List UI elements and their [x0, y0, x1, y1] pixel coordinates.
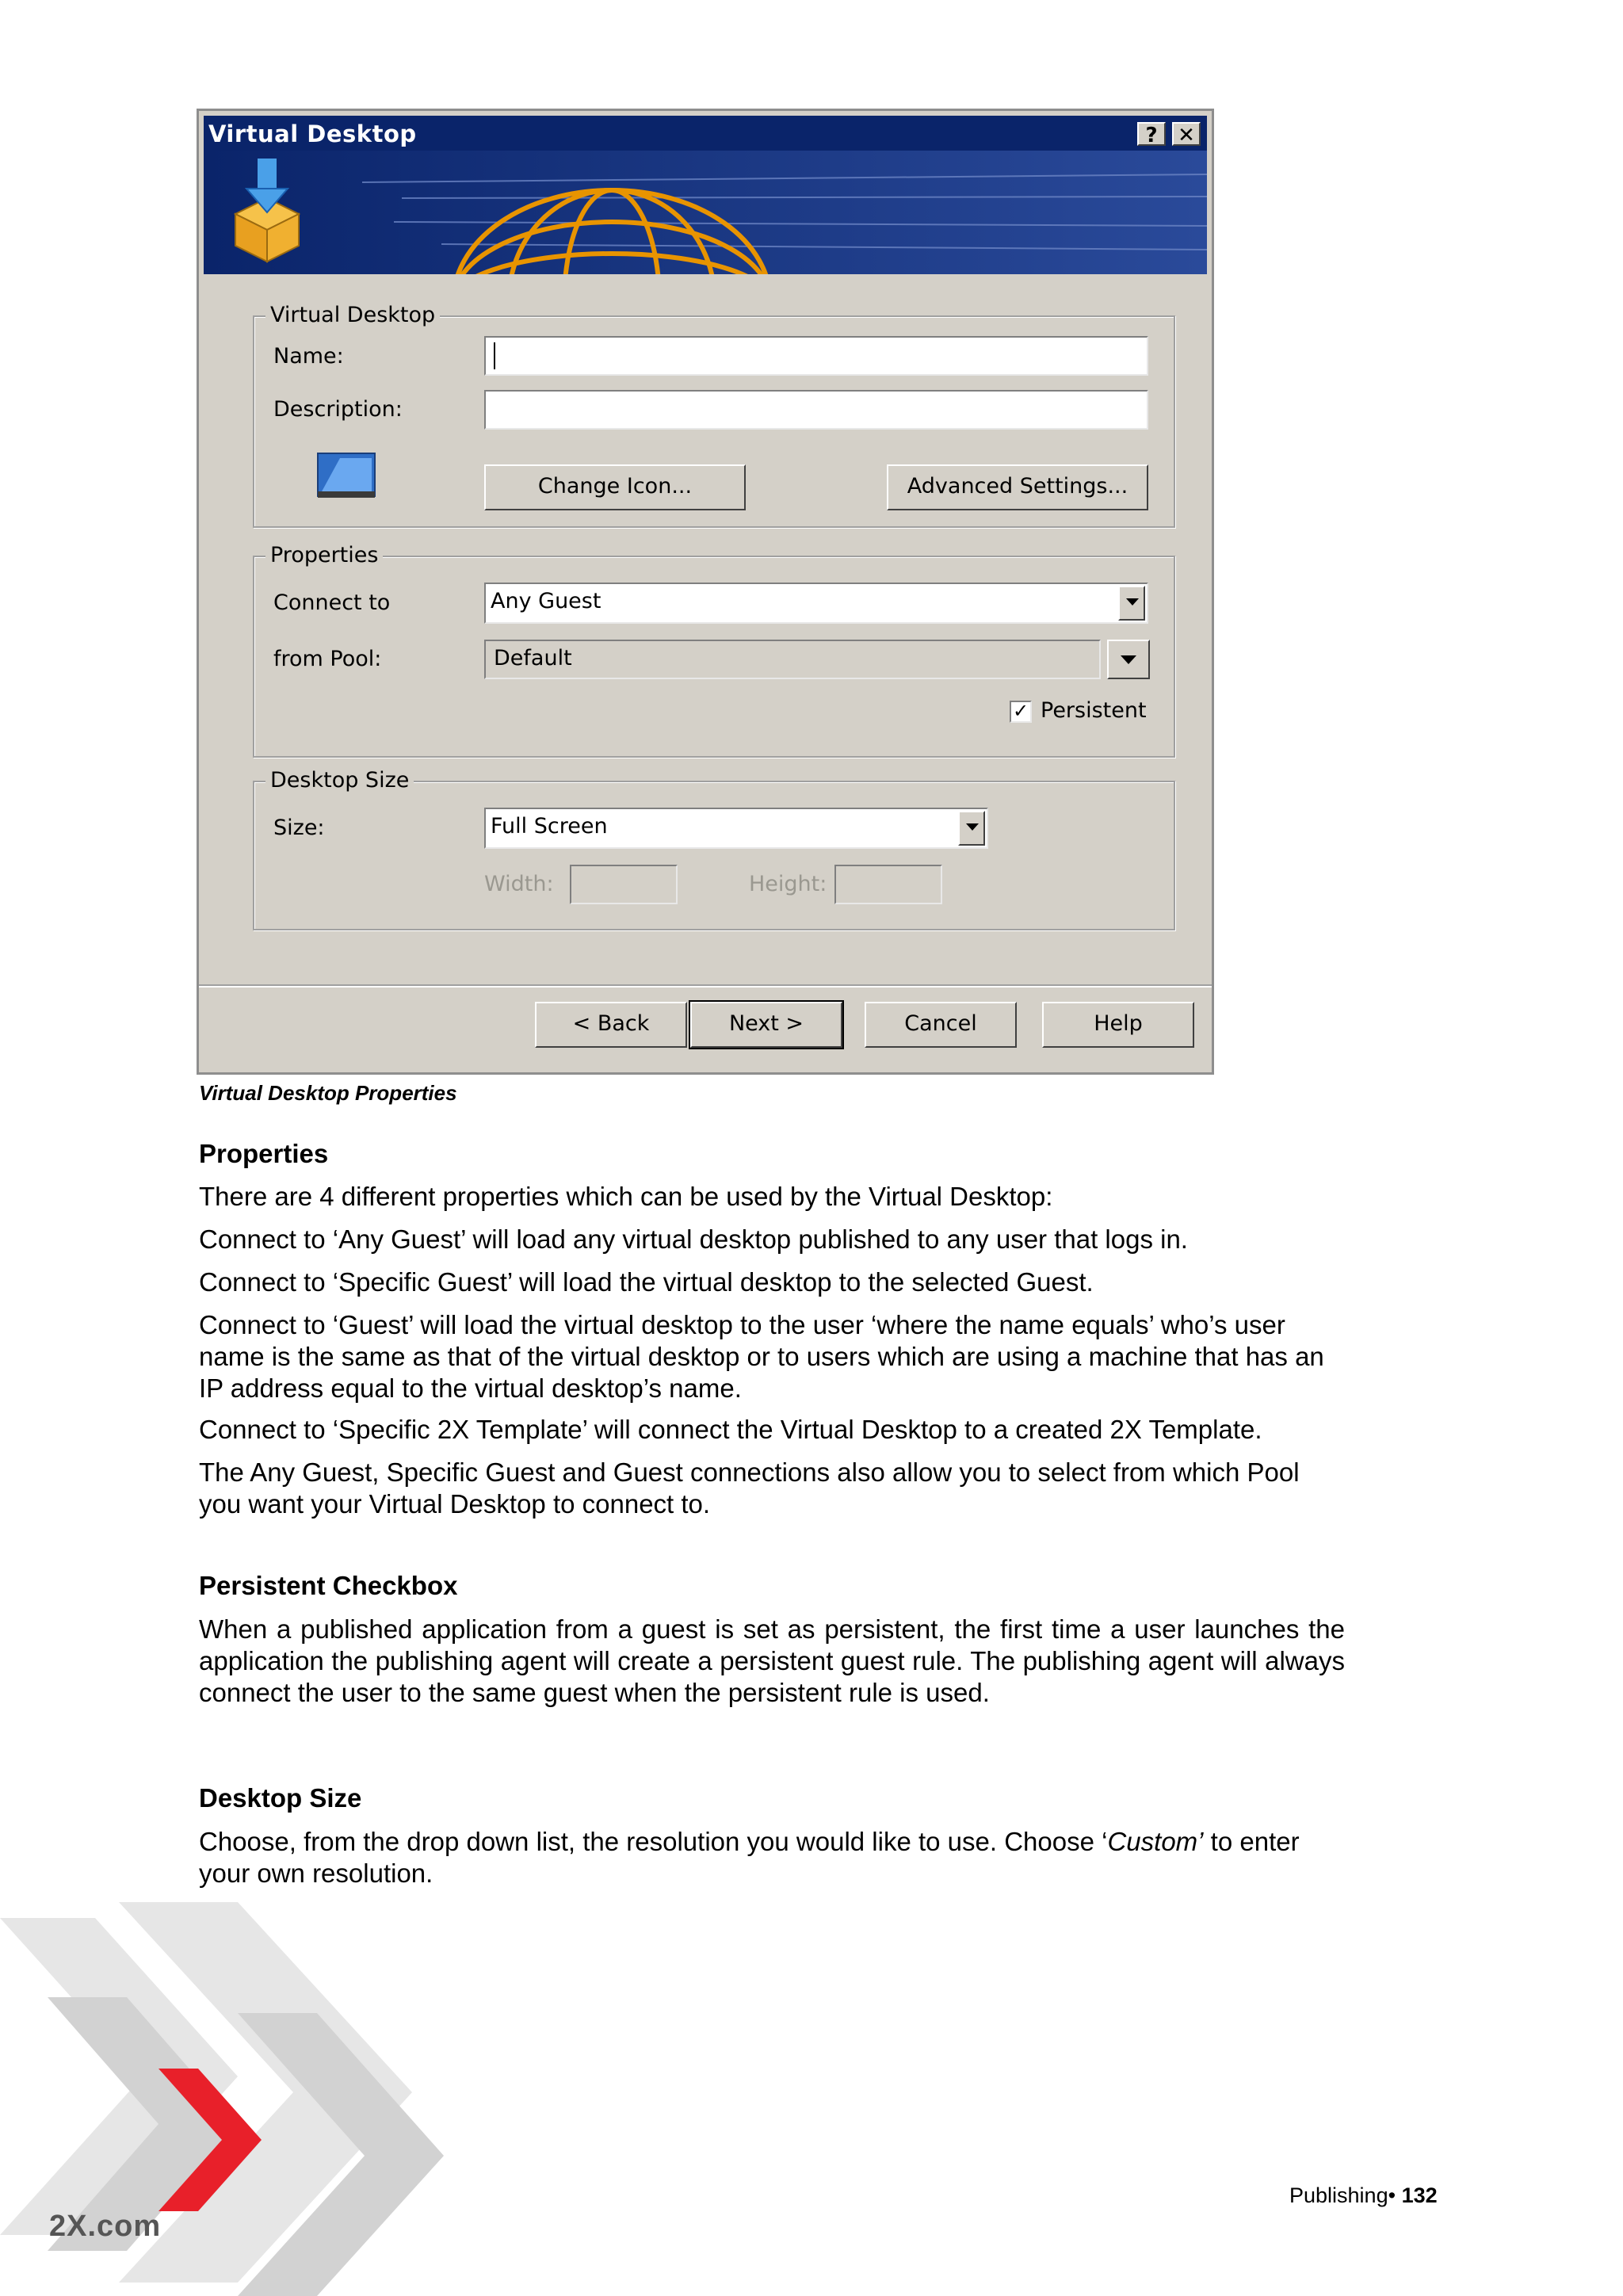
size-label: Size: [273, 816, 325, 840]
group-legend-properties: Properties [265, 543, 383, 567]
help-button[interactable]: Help [1042, 1002, 1194, 1048]
height-input[interactable] [834, 865, 942, 904]
desktop-icon [316, 452, 376, 499]
size-dropdown[interactable] [484, 808, 988, 849]
desktop-size-text-2: to enter your own resolution. [199, 1827, 1300, 1888]
connect-to-dropdown[interactable] [484, 583, 1148, 624]
properties-paragraph-4: Connect to ‘Guest’ will load the virtual desktop to the user ‘where the name equals’ who’s user name is the same as that of the virtual desktop or to users which are using a machine that has an IP address equal to the virtual desktop’s name. [199, 1310, 1324, 1403]
connect-to-label: Connect to [273, 590, 391, 615]
chevron-down-icon[interactable] [1118, 586, 1145, 621]
from-pool-dropdown[interactable] [484, 640, 1101, 679]
group-legend-desktop-size: Desktop Size [265, 768, 414, 793]
connect-to-value: Any Guest [491, 589, 601, 613]
wizard-banner [204, 151, 1207, 274]
page-footer [1289, 2183, 1438, 2208]
banner-graphic [204, 151, 1207, 274]
description-input[interactable] [484, 390, 1148, 430]
advanced-settings-button[interactable]: Advanced Settings... [887, 464, 1148, 510]
figure-caption: Virtual Desktop Properties [199, 1081, 457, 1105]
properties-heading: Properties [199, 1139, 329, 1168]
from-pool-value: Default [494, 646, 572, 670]
footer-section: Publishing [1289, 2183, 1388, 2207]
virtual-desktop-dialog [197, 109, 1214, 1075]
height-label: Height: [749, 872, 827, 896]
description-label: Description: [273, 397, 403, 422]
persistent-label: Persistent [1041, 698, 1147, 723]
chevron-down-icon[interactable] [958, 811, 985, 846]
next-button[interactable]: Next > [690, 1002, 842, 1048]
help-title-button[interactable]: ? [1137, 122, 1166, 146]
desktop-size-text-italic: Custom’ [1107, 1827, 1204, 1856]
dialog-titlebar [204, 116, 1207, 151]
properties-paragraph-3: Connect to ‘Specific Guest’ will load the virtual desktop to the selected Guest. [199, 1267, 1094, 1297]
width-input[interactable] [570, 865, 678, 904]
desktop-size-text-1: Choose, from the drop down list, the resolution you would like to use. Choose ‘ [199, 1827, 1108, 1856]
from-pool-dropdown-button[interactable] [1107, 640, 1150, 679]
name-label: Name: [273, 344, 344, 369]
name-input[interactable] [484, 336, 1148, 376]
chevron-down-icon [1121, 655, 1136, 664]
persistent-paragraph: When a published application from a guest is set as persistent, the first time a user launches the application the publishing agent will create a persistent guest rule. The publishing agent will always connect the user to the same guest when the persistent rule is used. [199, 1614, 1345, 1707]
page-number: 132 [1401, 2183, 1438, 2207]
desktop-size-group [253, 768, 1175, 930]
persistent-heading: Persistent Checkbox [199, 1571, 458, 1600]
desktop-size-paragraph [199, 1826, 1345, 1889]
properties-paragraph-1: There are 4 different properties which can be used by the Virtual Desktop: [199, 1182, 1053, 1211]
close-title-button[interactable]: ✕ [1172, 122, 1201, 146]
properties-paragraph-6: The Any Guest, Specific Guest and Guest connections also allow you to select from which Pool you want your Virtual Desktop to connect to. [199, 1457, 1300, 1519]
footer-bullet: • [1388, 2183, 1396, 2207]
properties-paragraph-2: Connect to ‘Any Guest’ will load any virtual desktop published to any user that logs in. [199, 1224, 1188, 1254]
persistent-checkbox[interactable] [1010, 701, 1032, 723]
virtual-desktop-group [253, 303, 1175, 528]
change-icon-button[interactable]: Change Icon... [484, 464, 746, 510]
desktop-size-heading: Desktop Size [199, 1783, 362, 1813]
from-pool-label: from Pool: [273, 647, 382, 671]
size-value: Full Screen [491, 814, 608, 839]
text-caret [494, 342, 495, 369]
properties-group [253, 543, 1175, 758]
properties-paragraph-5: Connect to ‘Specific 2X Template’ will connect the Virtual Desktop to a created 2X Template. [199, 1415, 1262, 1444]
back-button[interactable]: < Back [535, 1002, 687, 1048]
cancel-button[interactable]: Cancel [865, 1002, 1017, 1048]
dialog-separator [199, 984, 1212, 988]
group-legend-virtual-desktop: Virtual Desktop [265, 303, 440, 327]
dialog-title: Virtual Desktop [208, 120, 417, 147]
check-icon: ✓ [1012, 700, 1029, 722]
brand-logo: 2X.com [49, 2210, 162, 2243]
width-label: Width: [484, 872, 554, 896]
